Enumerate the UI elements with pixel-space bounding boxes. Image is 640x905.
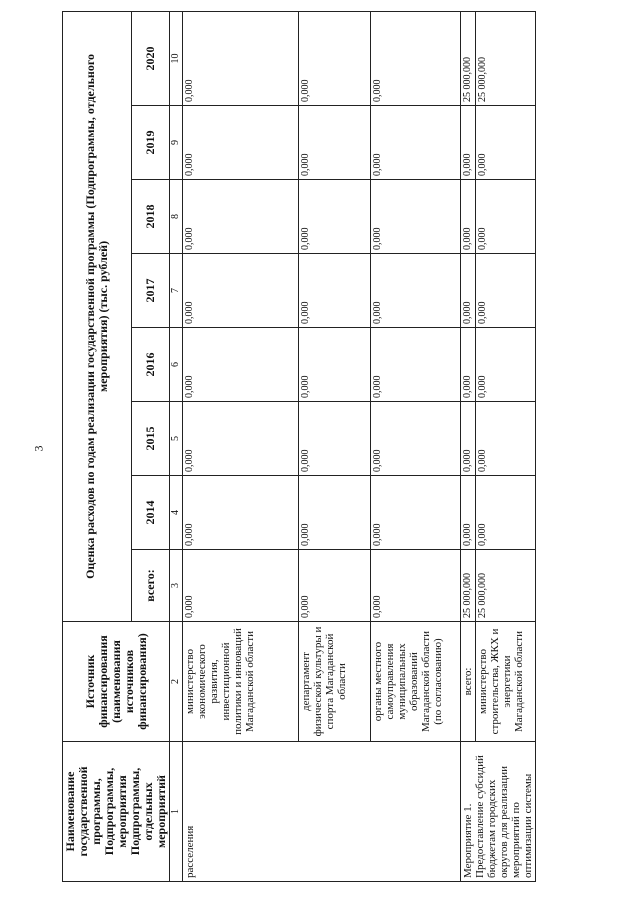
row-value: 0,000 bbox=[461, 476, 476, 550]
budget-table bbox=[62, 11, 536, 882]
column-number: 2 bbox=[170, 622, 183, 742]
row-value: 0,000 bbox=[461, 402, 476, 476]
header-year: 2019 bbox=[131, 106, 169, 180]
row-value: 0,000 bbox=[299, 550, 371, 622]
column-number: 3 bbox=[170, 550, 183, 622]
header-source: Источник финансирования (наименования источников финансирования) bbox=[63, 622, 170, 742]
row-value: 0,000 bbox=[299, 11, 371, 105]
table-row bbox=[183, 11, 299, 881]
row-value: 25 000,000 bbox=[461, 550, 476, 622]
header-year: 2017 bbox=[131, 254, 169, 328]
row-value: 0,000 bbox=[183, 550, 299, 622]
row-value: 25 000,000 bbox=[461, 11, 476, 105]
row-value: 0,000 bbox=[299, 476, 371, 550]
column-number: 1 bbox=[170, 742, 183, 882]
row-value: 0,000 bbox=[183, 106, 299, 180]
column-number: 9 bbox=[170, 106, 183, 180]
rotated-table-container bbox=[62, 12, 534, 882]
row-name: расселения bbox=[183, 742, 461, 882]
header-year: 2015 bbox=[131, 402, 169, 476]
row-value: 0,000 bbox=[371, 328, 461, 402]
row-value: 0,000 bbox=[299, 254, 371, 328]
column-number: 4 bbox=[170, 476, 183, 550]
row-source: органы местного самоуправления муниципальных образований Магаданской области (по согласованию) bbox=[371, 622, 461, 742]
row-value: 0,000 bbox=[183, 11, 299, 105]
page-number: 3 bbox=[31, 445, 46, 452]
row-value: 25 000,000 bbox=[476, 550, 536, 622]
row-source: министерство строительства, ЖКХ и энергетики Магаданской области bbox=[476, 622, 536, 742]
column-number: 5 bbox=[170, 402, 183, 476]
row-value: 0,000 bbox=[299, 180, 371, 254]
header-total: всего: bbox=[131, 550, 169, 622]
header-year: 2014 bbox=[131, 476, 169, 550]
row-value: 0,000 bbox=[461, 328, 476, 402]
header-estimate: Оценка расходов по годам реализации государственной программы (Подпрограммы, отдельного мероприятия) (тыс. рублей) bbox=[63, 11, 132, 621]
header-year: 2016 bbox=[131, 328, 169, 402]
row-value: 0,000 bbox=[371, 254, 461, 328]
row-value: 0,000 bbox=[371, 11, 461, 105]
column-number: 8 bbox=[170, 180, 183, 254]
row-name: Мероприятие 1. Предоставление субсидий бюджетам городских округов для реализации мероприятий по оптимизации системы bbox=[461, 742, 536, 882]
row-value: 25 000,000 bbox=[476, 11, 536, 105]
header-name: Наименование государственной программы, Подпрограммы, мероприятия Подпрограммы, отдельных мероприятий bbox=[63, 742, 170, 882]
row-value: 0,000 bbox=[183, 328, 299, 402]
row-value: 0,000 bbox=[371, 476, 461, 550]
row-value: 0,000 bbox=[183, 402, 299, 476]
row-value: 0,000 bbox=[299, 328, 371, 402]
column-number: 6 bbox=[170, 328, 183, 402]
row-value: 0,000 bbox=[476, 476, 536, 550]
row-value: 0,000 bbox=[371, 550, 461, 622]
row-value: 0,000 bbox=[371, 106, 461, 180]
row-value: 0,000 bbox=[461, 254, 476, 328]
row-value: 0,000 bbox=[183, 476, 299, 550]
row-value: 0,000 bbox=[183, 254, 299, 328]
row-value: 0,000 bbox=[461, 180, 476, 254]
row-value: 0,000 bbox=[371, 402, 461, 476]
row-value: 0,000 bbox=[461, 106, 476, 180]
column-number: 7 bbox=[170, 254, 183, 328]
row-value: 0,000 bbox=[476, 180, 536, 254]
row-value: 0,000 bbox=[183, 180, 299, 254]
row-value: 0,000 bbox=[476, 106, 536, 180]
column-number: 10 bbox=[170, 11, 183, 105]
row-source: департамент физической культуры и спорта Магаданской области bbox=[299, 622, 371, 742]
row-value: 0,000 bbox=[476, 328, 536, 402]
header-year: 2018 bbox=[131, 180, 169, 254]
row-source: всего: bbox=[461, 622, 476, 742]
row-value: 0,000 bbox=[299, 106, 371, 180]
row-value: 0,000 bbox=[371, 180, 461, 254]
row-source: министерство экономического развития, инвестиционной политики и инноваций Магаданской области bbox=[183, 622, 299, 742]
header-year: 2020 bbox=[131, 11, 169, 105]
row-value: 0,000 bbox=[476, 254, 536, 328]
table-row bbox=[461, 11, 476, 881]
row-value: 0,000 bbox=[476, 402, 536, 476]
row-value: 0,000 bbox=[299, 402, 371, 476]
